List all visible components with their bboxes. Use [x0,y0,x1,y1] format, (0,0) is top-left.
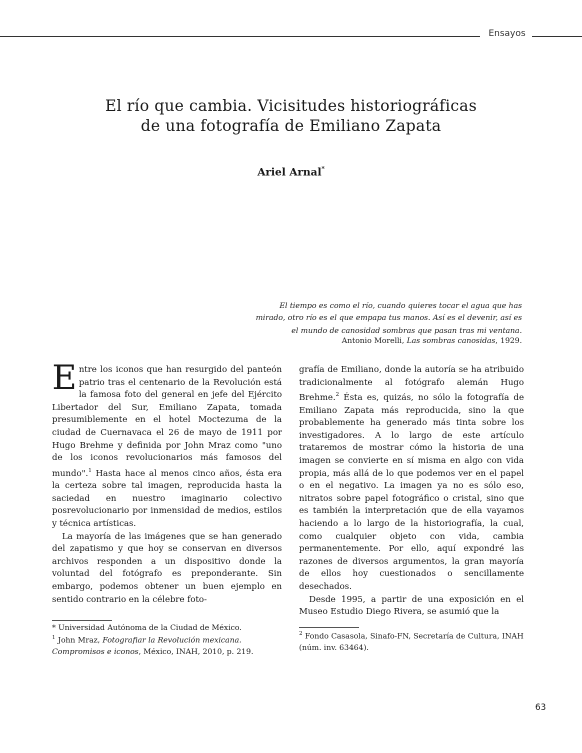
footnote-1-text-end: , México, INAH, 2010, p. 219. [138,646,254,656]
footnote-rule-left [52,620,112,621]
epigraph-source-work: Las sombras canosidas [406,336,496,345]
epigraph-line-2: mirado, otro río es el que empapa tus manos. Así es el devenir, así es [255,313,522,323]
paragraph: Desde 1995, a partir de una exposición en el Museo Estudio Diego Rivera, se asumió que la [299,594,524,618]
drop-cap: E [52,358,77,398]
paragraph-text: Ésta es, quizás, no sólo la fotografía de Emiliano Zapata más reproducida, sino la que probablemente ha generado más tinta sobre los investigadores. A lo largo de este artículo trataremos de mostrar cómo la historia de una imagen se convierte en sí misma en algo con vida propia, más allá de lo que podemos ver en el papel o en el negativo. La imagen ya no es sólo eso, nitratos sobre papel fotográfico o cristal, sino que es también la interpretación que de ella vayamos haciendo a lo largo de la historiografía, la cual, como cualquier objeto con vida, cambia permanentemente. Por ello, aquí expondré las razones de diversos argumentos, la gran mayoría de ellos hoy cuestionados o sencillamente desechados. [299,393,524,592]
paragraph: La mayoría de las imágenes que se han generado del zapatismo y que hoy se conservan en diversos archivos responden a un dispositivo donde la voluntad del fotógrafo es preponderante. Sin embargo, podemos obtener un buen ejemplo en sentido contrario en la célebre foto- [52,531,282,605]
body-column-left [52,358,282,606]
paragraph [52,358,282,531]
footnotes-right [299,629,524,653]
footnote-2 [299,629,524,653]
author-name: Ariel Arnal [257,166,322,179]
footnote-1-number: 1 [52,635,56,641]
footnote-2-number: 2 [299,631,303,637]
author-byline [60,166,522,179]
title-line-2: de una fotografía de Emiliano Zapata [140,117,442,135]
epigraph-source [232,336,522,345]
author-footnote-mark: * [321,166,325,173]
footnotes-left [52,622,282,657]
footnote-1-title: Fotografiar la Revolución mexicana. Compromisos e iconos [52,635,242,656]
epigraph [232,300,522,337]
epigraph-source-author: Antonio Morelli, [341,336,407,345]
section-label: Ensayos [488,29,526,39]
title-line-1: El río que cambia. Vicisitudes historiográficas [105,97,477,115]
footnote-star: * Universidad Autónoma de la Ciudad de México. [52,623,242,632]
epigraph-line-3: el mundo de canosidad sombras que pasan tras mi ventana. [291,325,522,335]
footnote-1 [52,633,282,657]
body-column-right [299,364,524,619]
footnote-1-text: John Mraz, [55,635,103,645]
paragraph-text: ntre los iconos que han resurgido del panteón patrio tras el centenario de la Revolución está la famosa foto del general en jefe del Ejército Libertador del Sur, Emiliano Zapata, tomada presumiblemente en el hotel Moctezuma de la ciudad de Cuernavaca el 26 de mayo de 1911 por Hugo Brehme y definida por John Mraz como "uno de los iconos revolucionarios más famosos del mundo". [52,365,282,479]
footnote-ref-2: 2 [335,392,340,399]
header-rule [0,36,480,37]
article-title [60,96,522,136]
epigraph-line-1: El tiempo es como el río, cuando quieres tocar el agua que has [279,301,522,310]
paragraph-text: Hasta hace al menos cinco años, ésta era la certeza sobre tal imagen, reproducida hasta la saciedad en nuestro imaginario colectivo posrevolucionario por inmensidad de medios, estilos y técnica artísticas. [52,468,282,529]
epigraph-source-year: , 1929. [495,336,522,345]
footnote-rule-right [299,627,359,628]
footnote-2-text: Fondo Casasola, Sinafo-FN, Secretaría de Cultura, INAH (núm. inv. 63464). [299,631,524,652]
paragraph-text: grafía de Emiliano, donde la autoría se ha atribuido tradicionalmente al fotógrafo alemán Hugo Brehme. [299,365,524,404]
page-number: 63 [535,703,546,713]
paragraph [299,364,524,594]
footnote-ref-1: 1 [88,467,92,474]
header-rule-right [532,36,582,37]
